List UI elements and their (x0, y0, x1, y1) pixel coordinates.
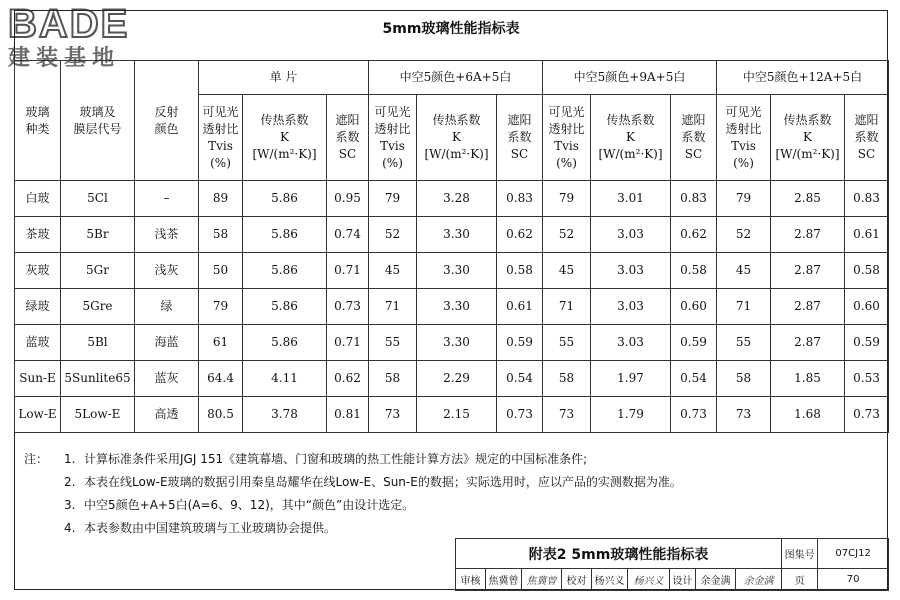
cell-tvis: 71 (717, 289, 771, 325)
header-group-12a: 中空5颜色+12A+5白 (717, 61, 889, 95)
cell-glass-type: 白玻 (15, 181, 61, 217)
note-item (24, 448, 874, 471)
cell-code: 5Cl (61, 181, 135, 217)
note-item (24, 471, 874, 494)
table-row (15, 181, 889, 217)
header-sc: 遮阳 系数 SC (497, 95, 543, 181)
cell-tvis: 61 (199, 325, 243, 361)
cell-sc: 0.58 (671, 253, 717, 289)
cell-k: 5.86 (243, 181, 327, 217)
table-row (15, 397, 889, 433)
cell-tvis: 45 (717, 253, 771, 289)
cell-tvis: 73 (543, 397, 591, 433)
cell-tvis: 58 (199, 217, 243, 253)
notes-lead: 注： (24, 452, 49, 466)
cell-tvis: 58 (369, 361, 417, 397)
header-k: 传热系数 K [W/(m²·K)] (243, 95, 327, 181)
cell-k: 5.86 (243, 289, 327, 325)
header-group-single: 单 片 (199, 61, 369, 95)
cell-k: 2.87 (771, 217, 845, 253)
header-sc: 遮阳 系数 SC (845, 95, 889, 181)
cell-tvis: 55 (369, 325, 417, 361)
note-item (24, 517, 874, 540)
cell-k: 3.78 (243, 397, 327, 433)
cell-k: 3.30 (417, 217, 497, 253)
cell-k: 1.68 (771, 397, 845, 433)
note-text: 计算标准条件采用JGJ 151《建筑幕墙、门窗和玻璃的热工性能计算方法》规定的中国标准条件; (84, 452, 588, 466)
cell-tvis: 73 (369, 397, 417, 433)
cell-k: 3.03 (591, 253, 671, 289)
cell-k: 5.86 (243, 217, 327, 253)
cell-tvis: 52 (717, 217, 771, 253)
cell-glass-type: Low-E (15, 397, 61, 433)
cell-reflect-color: – (135, 181, 199, 217)
logo-cn: 建装基地 (8, 46, 121, 71)
cell-sc: 0.73 (497, 397, 543, 433)
cell-code: 5Sunlite65 (61, 361, 135, 397)
header-glass-type: 玻璃 种类 (15, 61, 61, 181)
page-number: 70 (818, 569, 889, 591)
table-row (15, 325, 889, 361)
cell-tvis: 79 (369, 181, 417, 217)
cell-k: 5.86 (243, 253, 327, 289)
cell-tvis: 52 (543, 217, 591, 253)
cell-glass-type: 茶玻 (15, 217, 61, 253)
cell-sc: 0.81 (327, 397, 369, 433)
cell-sc: 0.74 (327, 217, 369, 253)
cell-k: 5.86 (243, 325, 327, 361)
cell-reflect-color: 浅茶 (135, 217, 199, 253)
cell-sc: 0.60 (845, 289, 889, 325)
header-sc: 遮阳 系数 SC (327, 95, 369, 181)
check-label: 校对 (562, 569, 592, 591)
atlas-label: 图集号 (782, 539, 818, 569)
note-item (24, 494, 874, 517)
cell-tvis: 80.5 (199, 397, 243, 433)
cell-k: 4.11 (243, 361, 327, 397)
cell-k: 2.15 (417, 397, 497, 433)
cell-sc: 0.61 (497, 289, 543, 325)
glass-performance-table (14, 60, 889, 433)
cell-tvis: 64.4 (199, 361, 243, 397)
logo-brand: BADE (8, 2, 130, 46)
cell-sc: 0.60 (671, 289, 717, 325)
header-group-6a: 中空5颜色+6A+5白 (369, 61, 543, 95)
cell-k: 2.85 (771, 181, 845, 217)
cell-code: 5Low-E (61, 397, 135, 433)
cell-sc: 0.62 (497, 217, 543, 253)
cell-k: 3.03 (591, 289, 671, 325)
header-tvis: 可见光 透射比 Tvis (%) (369, 95, 417, 181)
cell-reflect-color: 高透 (135, 397, 199, 433)
cell-sc: 0.59 (845, 325, 889, 361)
note-number: 4. (64, 521, 76, 535)
cell-tvis: 79 (199, 289, 243, 325)
cell-tvis: 73 (717, 397, 771, 433)
cell-sc: 0.73 (327, 289, 369, 325)
header-sc: 遮阳 系数 SC (671, 95, 717, 181)
note-text: 中空5颜色+A+5白(A=6、9、12)，其中“颜色”由设计选定。 (84, 498, 415, 512)
cell-reflect-color: 海蓝 (135, 325, 199, 361)
cell-sc: 0.95 (327, 181, 369, 217)
cell-sc: 0.54 (497, 361, 543, 397)
cell-k: 3.30 (417, 289, 497, 325)
cell-sc: 0.58 (497, 253, 543, 289)
table-row (15, 217, 889, 253)
header-group-9a: 中空5颜色+9A+5白 (543, 61, 717, 95)
designer-name: 余金满 (696, 569, 736, 591)
cell-tvis: 50 (199, 253, 243, 289)
cell-code: 5Gre (61, 289, 135, 325)
cell-glass-type: 绿玻 (15, 289, 61, 325)
cell-reflect-color: 绿 (135, 289, 199, 325)
atlas-number: 07CJ12 (818, 539, 889, 569)
cell-sc: 0.61 (845, 217, 889, 253)
cell-sc: 0.59 (497, 325, 543, 361)
cell-k: 1.79 (591, 397, 671, 433)
review-label: 审核 (456, 569, 486, 591)
cell-sc: 0.58 (845, 253, 889, 289)
cell-reflect-color: 浅灰 (135, 253, 199, 289)
cell-k: 2.87 (771, 289, 845, 325)
checker-name: 杨兴义 (592, 569, 628, 591)
note-number: 1. (64, 452, 76, 466)
cell-sc: 0.71 (327, 253, 369, 289)
cell-glass-type: 灰玻 (15, 253, 61, 289)
cell-tvis: 58 (717, 361, 771, 397)
cell-tvis: 58 (543, 361, 591, 397)
cell-k: 3.30 (417, 253, 497, 289)
cell-k: 3.30 (417, 325, 497, 361)
header-tvis: 可见光 透射比 Tvis (%) (717, 95, 771, 181)
notes (24, 448, 874, 540)
cell-code: 5Gr (61, 253, 135, 289)
cell-sc: 0.71 (327, 325, 369, 361)
cell-sc: 0.53 (845, 361, 889, 397)
cell-reflect-color: 蓝灰 (135, 361, 199, 397)
note-number: 2. (64, 475, 76, 489)
cell-tvis: 45 (543, 253, 591, 289)
cell-tvis: 89 (199, 181, 243, 217)
cell-code: 5Bl (61, 325, 135, 361)
cell-sc: 0.83 (497, 181, 543, 217)
cell-sc: 0.83 (671, 181, 717, 217)
cell-code: 5Br (61, 217, 135, 253)
designer-signature: 余金满 (736, 569, 782, 591)
cell-k: 2.29 (417, 361, 497, 397)
header-k: 传热系数 K [W/(m²·K)] (591, 95, 671, 181)
cell-tvis: 71 (369, 289, 417, 325)
cell-tvis: 45 (369, 253, 417, 289)
cell-sc: 0.59 (671, 325, 717, 361)
cell-k: 2.87 (771, 253, 845, 289)
cell-k: 3.28 (417, 181, 497, 217)
cell-k: 2.87 (771, 325, 845, 361)
design-label: 设计 (670, 569, 696, 591)
table-row (15, 253, 889, 289)
table-row (15, 361, 889, 397)
cell-glass-type: 蓝玻 (15, 325, 61, 361)
cell-tvis: 79 (717, 181, 771, 217)
table-row (15, 289, 889, 325)
checker-signature: 杨兴义 (628, 569, 670, 591)
page-label: 页 (782, 569, 818, 591)
cell-tvis: 55 (717, 325, 771, 361)
cell-tvis: 71 (543, 289, 591, 325)
reviewer-signature: 焦冀曾 (522, 569, 562, 591)
header-tvis: 可见光 透射比 Tvis (%) (543, 95, 591, 181)
table-title: 5mm玻璃性能指标表 (382, 21, 520, 37)
cell-k: 3.03 (591, 325, 671, 361)
note-number: 3. (64, 498, 76, 512)
header-k: 传热系数 K [W/(m²·K)] (771, 95, 845, 181)
cell-glass-type: Sun-E (15, 361, 61, 397)
header-code: 玻璃及 膜层代号 (61, 61, 135, 181)
cell-sc: 0.73 (845, 397, 889, 433)
cell-k: 3.03 (591, 217, 671, 253)
header-reflect: 反射 颜色 (135, 61, 199, 181)
title-block-caption: 附表2 5mm玻璃性能指标表 (456, 539, 782, 569)
title-block (455, 538, 889, 591)
cell-sc: 0.73 (671, 397, 717, 433)
header-k: 传热系数 K [W/(m²·K)] (417, 95, 497, 181)
cell-sc: 0.62 (671, 217, 717, 253)
header-tvis: 可见光 透射比 Tvis (%) (199, 95, 243, 181)
cell-k: 1.85 (771, 361, 845, 397)
cell-tvis: 55 (543, 325, 591, 361)
reviewer-name: 焦冀曾 (486, 569, 522, 591)
cell-sc: 0.62 (327, 361, 369, 397)
cell-tvis: 79 (543, 181, 591, 217)
cell-k: 1.97 (591, 361, 671, 397)
cell-sc: 0.83 (845, 181, 889, 217)
note-text: 本表参数由中国建筑玻璃与工业玻璃协会提供。 (84, 521, 337, 535)
cell-k: 3.01 (591, 181, 671, 217)
cell-sc: 0.54 (671, 361, 717, 397)
note-text: 本表在线Low-E玻璃的数据引用秦皇岛耀华在线Low-E、Sun-E的数据；实际选用时，应以产品的实测数据为准。 (84, 475, 682, 489)
cell-tvis: 52 (369, 217, 417, 253)
